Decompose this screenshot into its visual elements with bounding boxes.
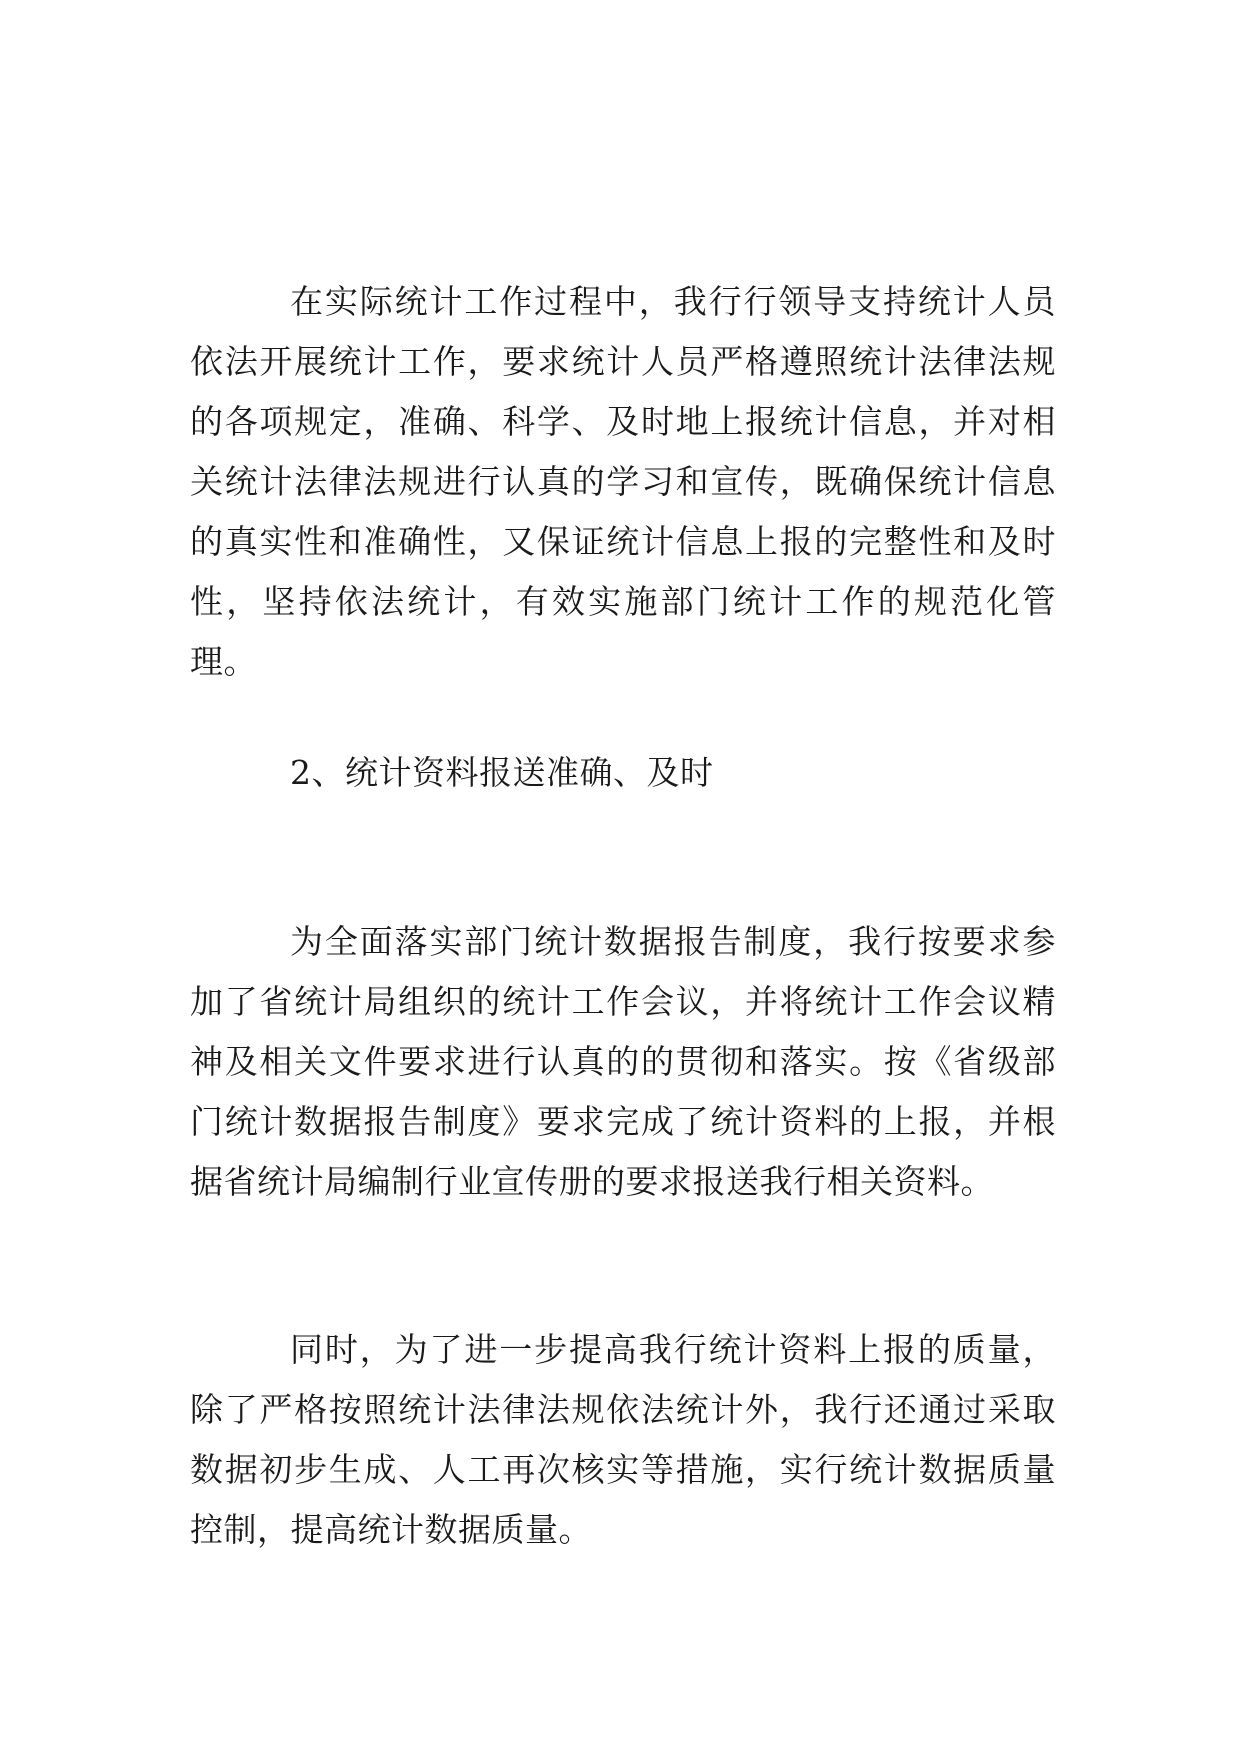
section-heading: 2、统计资料报送准确、及时 <box>290 753 714 792</box>
body-paragraph: 为全面落实部门统计数据报告制度，我行按要求参加了省统计局组织的统计工作会议，并将统计工作会议精神及相关文件要求进行认真的的贯彻和落实。按《省级部门统计数据报告制度》要求完成了统计资料的上报，并根据省统计局编制行业宣传册的要求报送我行相关资料。 <box>190 922 1056 1201</box>
body-paragraph: 同时，为了进一步提高我行统计资料上报的质量，除了严格按照统计法律法规依法统计外，我行还通过采取数据初步生成、人工再次核实等措施，实行统计数据质量控制，提高统计数据质量。 <box>190 1330 1056 1549</box>
body-paragraph: 在实际统计工作过程中，我行行领导支持统计人员依法开展统计工作，要求统计人员严格遵照统计法律法规的各项规定，准确、科学、及时地上报统计信息，并对相关统计法律法规进行认真的学习和宣传，既确保统计信息的真实性和准确性，又保证统计信息上报的完整性和及时性，坚持依法统计，有效实施部门统计工作的规范化管理。 <box>190 282 1056 681</box>
